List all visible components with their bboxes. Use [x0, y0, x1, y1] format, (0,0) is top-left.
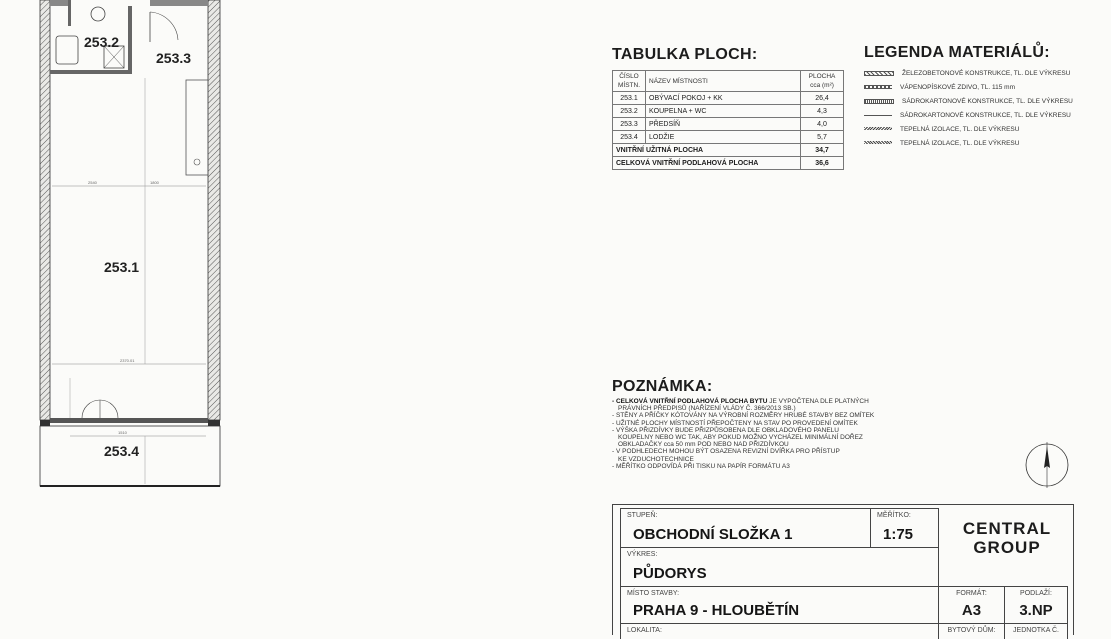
legend-item-label: ŽELEZOBETONOVÉ KONSTRUKCE, TL. DLE VÝKRESU: [902, 70, 1071, 77]
room-name: KOUPELNA + WC: [646, 105, 801, 118]
total-area-value: 36,6: [801, 157, 844, 170]
title-block: [612, 504, 1074, 635]
legend-item-label: VÁPENOPÍSKOVÉ ZDIVO, TL. 115 mm: [900, 84, 1015, 91]
svg-text:1800: 1800: [150, 180, 159, 185]
stage-cell: [620, 508, 871, 548]
building-caption: BYTOVÝ DŮM:: [947, 627, 996, 634]
thermal-insulation-swatch: [864, 127, 892, 130]
reinforced-concrete-swatch: [864, 71, 894, 76]
room-name: OBÝVACÍ POKOJ + KK: [646, 92, 801, 105]
notes-body: [612, 398, 972, 470]
thermal-insulation-alt-swatch: [864, 141, 892, 144]
brand-line-2: GROUP: [973, 538, 1041, 557]
note-line: KOUPELNY NEBO WC TAK, ABY POKUD MOŽNO VYCHÁZEL MINIMÁLNÍ DOŘEZ: [618, 434, 863, 442]
legend-item: [864, 140, 1084, 147]
format-cell: [938, 586, 1005, 624]
format-caption: FORMÁT:: [956, 590, 987, 597]
locality-caption: LOKALITA:: [627, 627, 662, 634]
legend-title: LEGENDA MATERIÁLŮ:: [864, 44, 1050, 61]
floor-plan: [0, 0, 240, 495]
site-caption: MÍSTO STAVBY:: [627, 590, 680, 597]
legend-item: [864, 98, 1084, 105]
unit-cell: [1004, 623, 1068, 639]
table-row: [613, 92, 844, 105]
materials-legend: [864, 44, 1084, 147]
table-row: [613, 118, 844, 131]
room-label-253-3: 253.3: [156, 50, 192, 66]
legend-item-label: SÁDROKARTONOVÉ KONSTRUKCE, TL. DLE VÝKRESU: [900, 112, 1071, 119]
stage-value: OBCHODNÍ SLOŽKA 1: [633, 526, 793, 543]
legend-item-label: TEPELNÁ IZOLACE, TL. DLE VÝKRESU: [900, 126, 1020, 133]
scale-value: 1:75: [883, 526, 914, 543]
room-number: 253.4: [613, 131, 646, 144]
notes-section: [612, 378, 972, 470]
table-row: [613, 105, 844, 118]
floor-cell: [1004, 586, 1068, 624]
header-room-area: PLOCHA cca (m²): [801, 71, 844, 92]
area-table-title: TABULKA PLOCH:: [612, 46, 758, 63]
room-area: 4,0: [801, 118, 844, 131]
format-value: A3: [961, 602, 982, 619]
stage-caption: STUPEŇ:: [627, 512, 658, 519]
legend-item: [864, 112, 1084, 119]
locality-cell: [620, 623, 939, 639]
area-table-section: [612, 46, 844, 170]
note-line: - UŽITNÉ PLOCHY MÍSTNOSTÍ PŘEPOČTENY NA STAV PO PROVEDENÍ OMÍTEK: [612, 419, 858, 427]
floor-caption: PODLAŽÍ:: [1020, 590, 1052, 597]
legend-item-label: TEPELNÁ IZOLACE, TL. DLE VÝKRESU: [900, 140, 1020, 147]
scale-cell: [870, 508, 939, 548]
floor-plan-drawing: [0, 0, 240, 495]
brand-logo: [939, 519, 1075, 557]
site-cell: [620, 586, 939, 624]
room-name: LODŽIE: [646, 131, 801, 144]
room-number: 253.1: [613, 92, 646, 105]
header-room-name: NÁZEV MÍSTNOSTI: [646, 71, 801, 92]
room-area: 4,3: [801, 105, 844, 118]
svg-text:1510: 1510: [118, 430, 127, 435]
plasterboard-swatch: [864, 99, 894, 104]
note-line: - VÝŠKA PŘIZDÍVKY BUDE PŘIZPŮSOBENA DLE OBKLADOVÉHO PANELU: [612, 426, 839, 434]
drawing-value: PŮDORYS: [633, 565, 707, 582]
room-label-253-1: 253.1: [104, 259, 140, 275]
note-line: PRÁVNÍCH PŘEDPISŮ (NAŘÍZENÍ VLÁDY Č. 366/2013 SB.): [618, 405, 796, 413]
legend-item: [864, 84, 1084, 91]
table-header-row: [613, 71, 844, 92]
area-table: [612, 70, 844, 170]
note-text: JE VYPOČTENA DLE PLATNÝCH: [767, 398, 869, 405]
note-line: OBKLADAČKY cca 50 mm POD NEBO NAD PŘIZDÍVKOU: [618, 441, 789, 449]
notes-title: POZNÁMKA:: [612, 378, 713, 395]
floor-value: 3.NP: [1019, 602, 1053, 619]
legend-item: [864, 126, 1084, 133]
room-label-253-4: 253.4: [104, 443, 140, 459]
building-cell: [938, 623, 1005, 639]
note-emphasis: - CELKOVÁ VNITŘNÍ PODLAHOVÁ PLOCHA BYTU: [612, 398, 768, 405]
room-label-253-2: 253.2: [84, 34, 120, 50]
inner-area-row: [613, 144, 844, 157]
drawing-caption: VÝKRES:: [627, 551, 658, 558]
legend-item: [864, 70, 1084, 77]
note-line: KE VZDUCHOTECHNICE: [618, 455, 694, 463]
note-line: - STĚNY A PŘÍČKY KÓTOVÁNY NA VÝROBNÍ ROZMĚRY HRUBÉ STAVBY BEZ OMÍTEK: [612, 412, 875, 420]
header-room-number: ČÍSLO MÍSTN.: [613, 71, 646, 92]
legend-item-label: SÁDROKARTONOVÉ KONSTRUKCE, TL. DLE VÝKRESU: [902, 98, 1073, 105]
scale-caption: MĚŘÍTKO:: [877, 512, 911, 519]
note-line: - V PODHLEDECH MOHOU BÝT OSAZENA REVIZNÍ DVÍŘKA PRO PŘÍSTUP: [612, 448, 840, 456]
room-number: 253.3: [613, 118, 646, 131]
inner-area-label: VNITŘNÍ UŽITNÁ PLOCHA: [613, 144, 801, 157]
site-value: PRAHA 9 - HLOUBĚTÍN: [633, 602, 800, 619]
svg-text:2540: 2540: [88, 180, 97, 185]
table-row: [613, 131, 844, 144]
room-area: 5,7: [801, 131, 844, 144]
plasterboard-line-swatch: [864, 115, 892, 116]
brand-line-1: CENTRAL: [962, 519, 1052, 538]
unit-caption: JEDNOTKA Č.: [1013, 627, 1059, 634]
room-name: PŘEDSÍŇ: [646, 118, 801, 131]
sand-lime-brick-swatch: [864, 85, 892, 89]
total-area-label: CELKOVÁ VNITŘNÍ PODLAHOVÁ PLOCHA: [613, 157, 801, 170]
svg-text:2370.01: 2370.01: [120, 358, 135, 363]
north-arrow-icon: [1022, 440, 1072, 490]
room-number: 253.2: [613, 105, 646, 118]
room-area: 26,4: [801, 92, 844, 105]
note-line: - MĚŘÍTKO ODPOVÍDÁ PŘI TISKU NA PAPÍR FORMÁTU A3: [612, 462, 790, 470]
inner-area-value: 34,7: [801, 144, 844, 157]
total-area-row: [613, 157, 844, 170]
drawing-cell: [620, 547, 939, 587]
